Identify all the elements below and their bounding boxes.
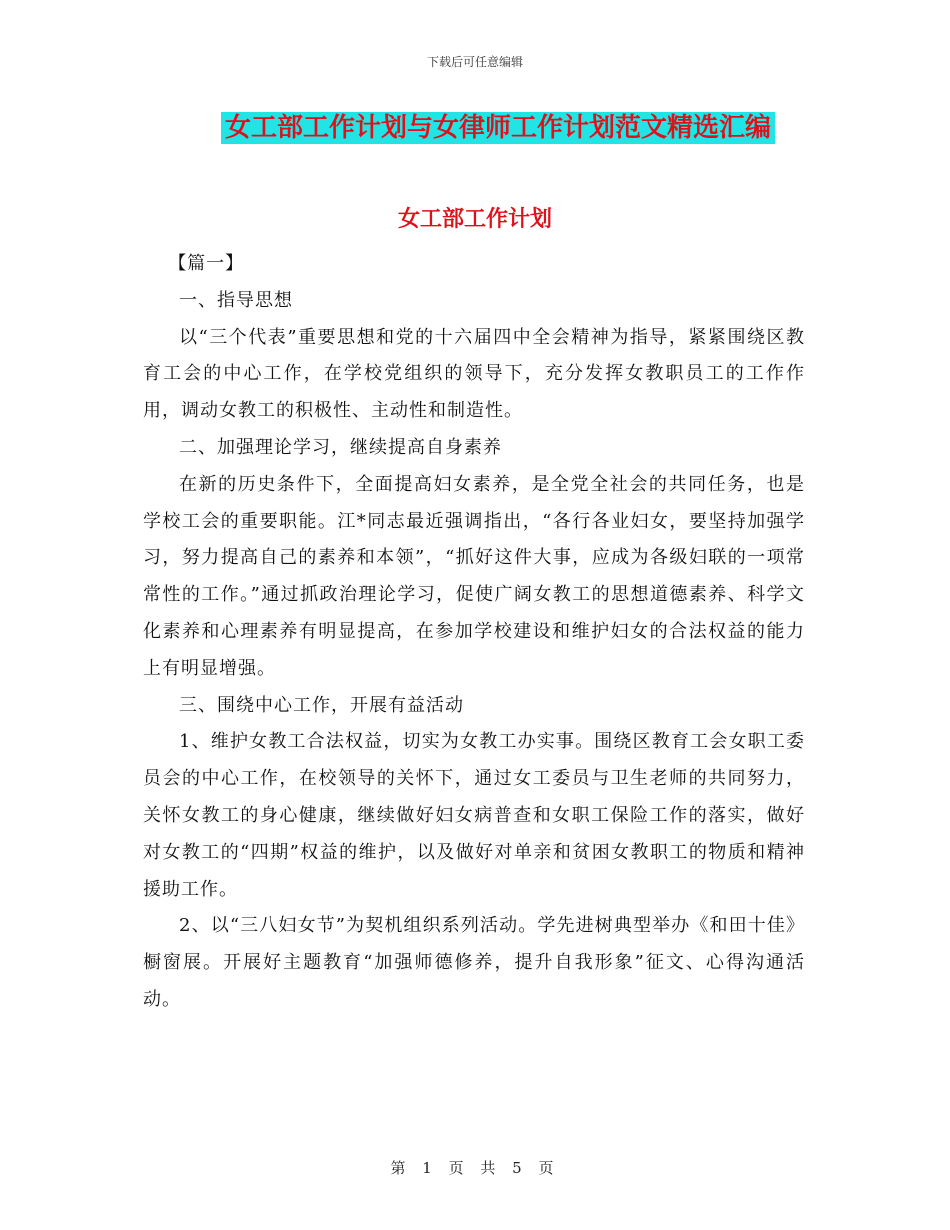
paragraph-rights-protection: 1、维护女教工合法权益，切实为女教工办实事。围绕区教育工会女职工委员会的中心工作，在校领导的关怀下，通过女工委员与卫生老师的共同努力，关怀女教工的身心健康，继续做好妇女病普查和女职工保险工作的落实，做好对女教工的“四期”权益的维护，以及做好对单亲和贫困女教职工的物质和精神援助工作。	[143, 731, 805, 900]
heading-theory-study: 二、加强理论学习，继续提高自身素养	[179, 436, 502, 458]
section-title: 女工部工作计划	[397, 207, 552, 232]
paragraph-part-label: 【篇一】	[168, 253, 245, 274]
document-body	[143, 246, 805, 1019]
heading-central-work: 三、围绕中心工作，开展有益活动	[179, 694, 464, 716]
document-title: 女工部工作计划与女律师工作计划范文精选汇编	[221, 112, 775, 144]
page-footer: 第 1 页 共 5 页	[390, 1159, 560, 1177]
paragraph-guiding-thought: 以“三个代表”重要思想和党的十六届四中全会精神为指导，紧紧围绕区教育工会的中心工作，在学校党组织的领导下，充分发挥女教职员工的工作作用，调动女教工的积极性、主动性和制造性。	[143, 326, 805, 422]
header-note: 下载后可任意编辑	[426, 55, 523, 69]
paragraph-womens-day: 2、以“三八妇女节”为契机组织系列活动。学先进树典型举办《和田十佳》橱窗展。开展好主题教育“加强师德修养，提升自我形象”征文、心得沟通活动。	[143, 915, 805, 1010]
heading-guiding-thought: 一、指导思想	[179, 289, 293, 311]
paragraph-theory-study: 在新的历史条件下，全面提高妇女素养，是全党全社会的共同任务，也是学校工会的重要职能。江*同志最近强调指出，“各行各业妇女，要坚持加强学习，努力提高自己的素养和本领”，“抓好这件大事，应成为各级妇联的一项常常性的工作。”通过抓政治理论学习，促使广阔女教工的思想道德素养、科学文化素养和心理素养有明显提高，在参加学校建设和维护妇女的合法权益的能力上有明显增强。	[143, 473, 805, 679]
